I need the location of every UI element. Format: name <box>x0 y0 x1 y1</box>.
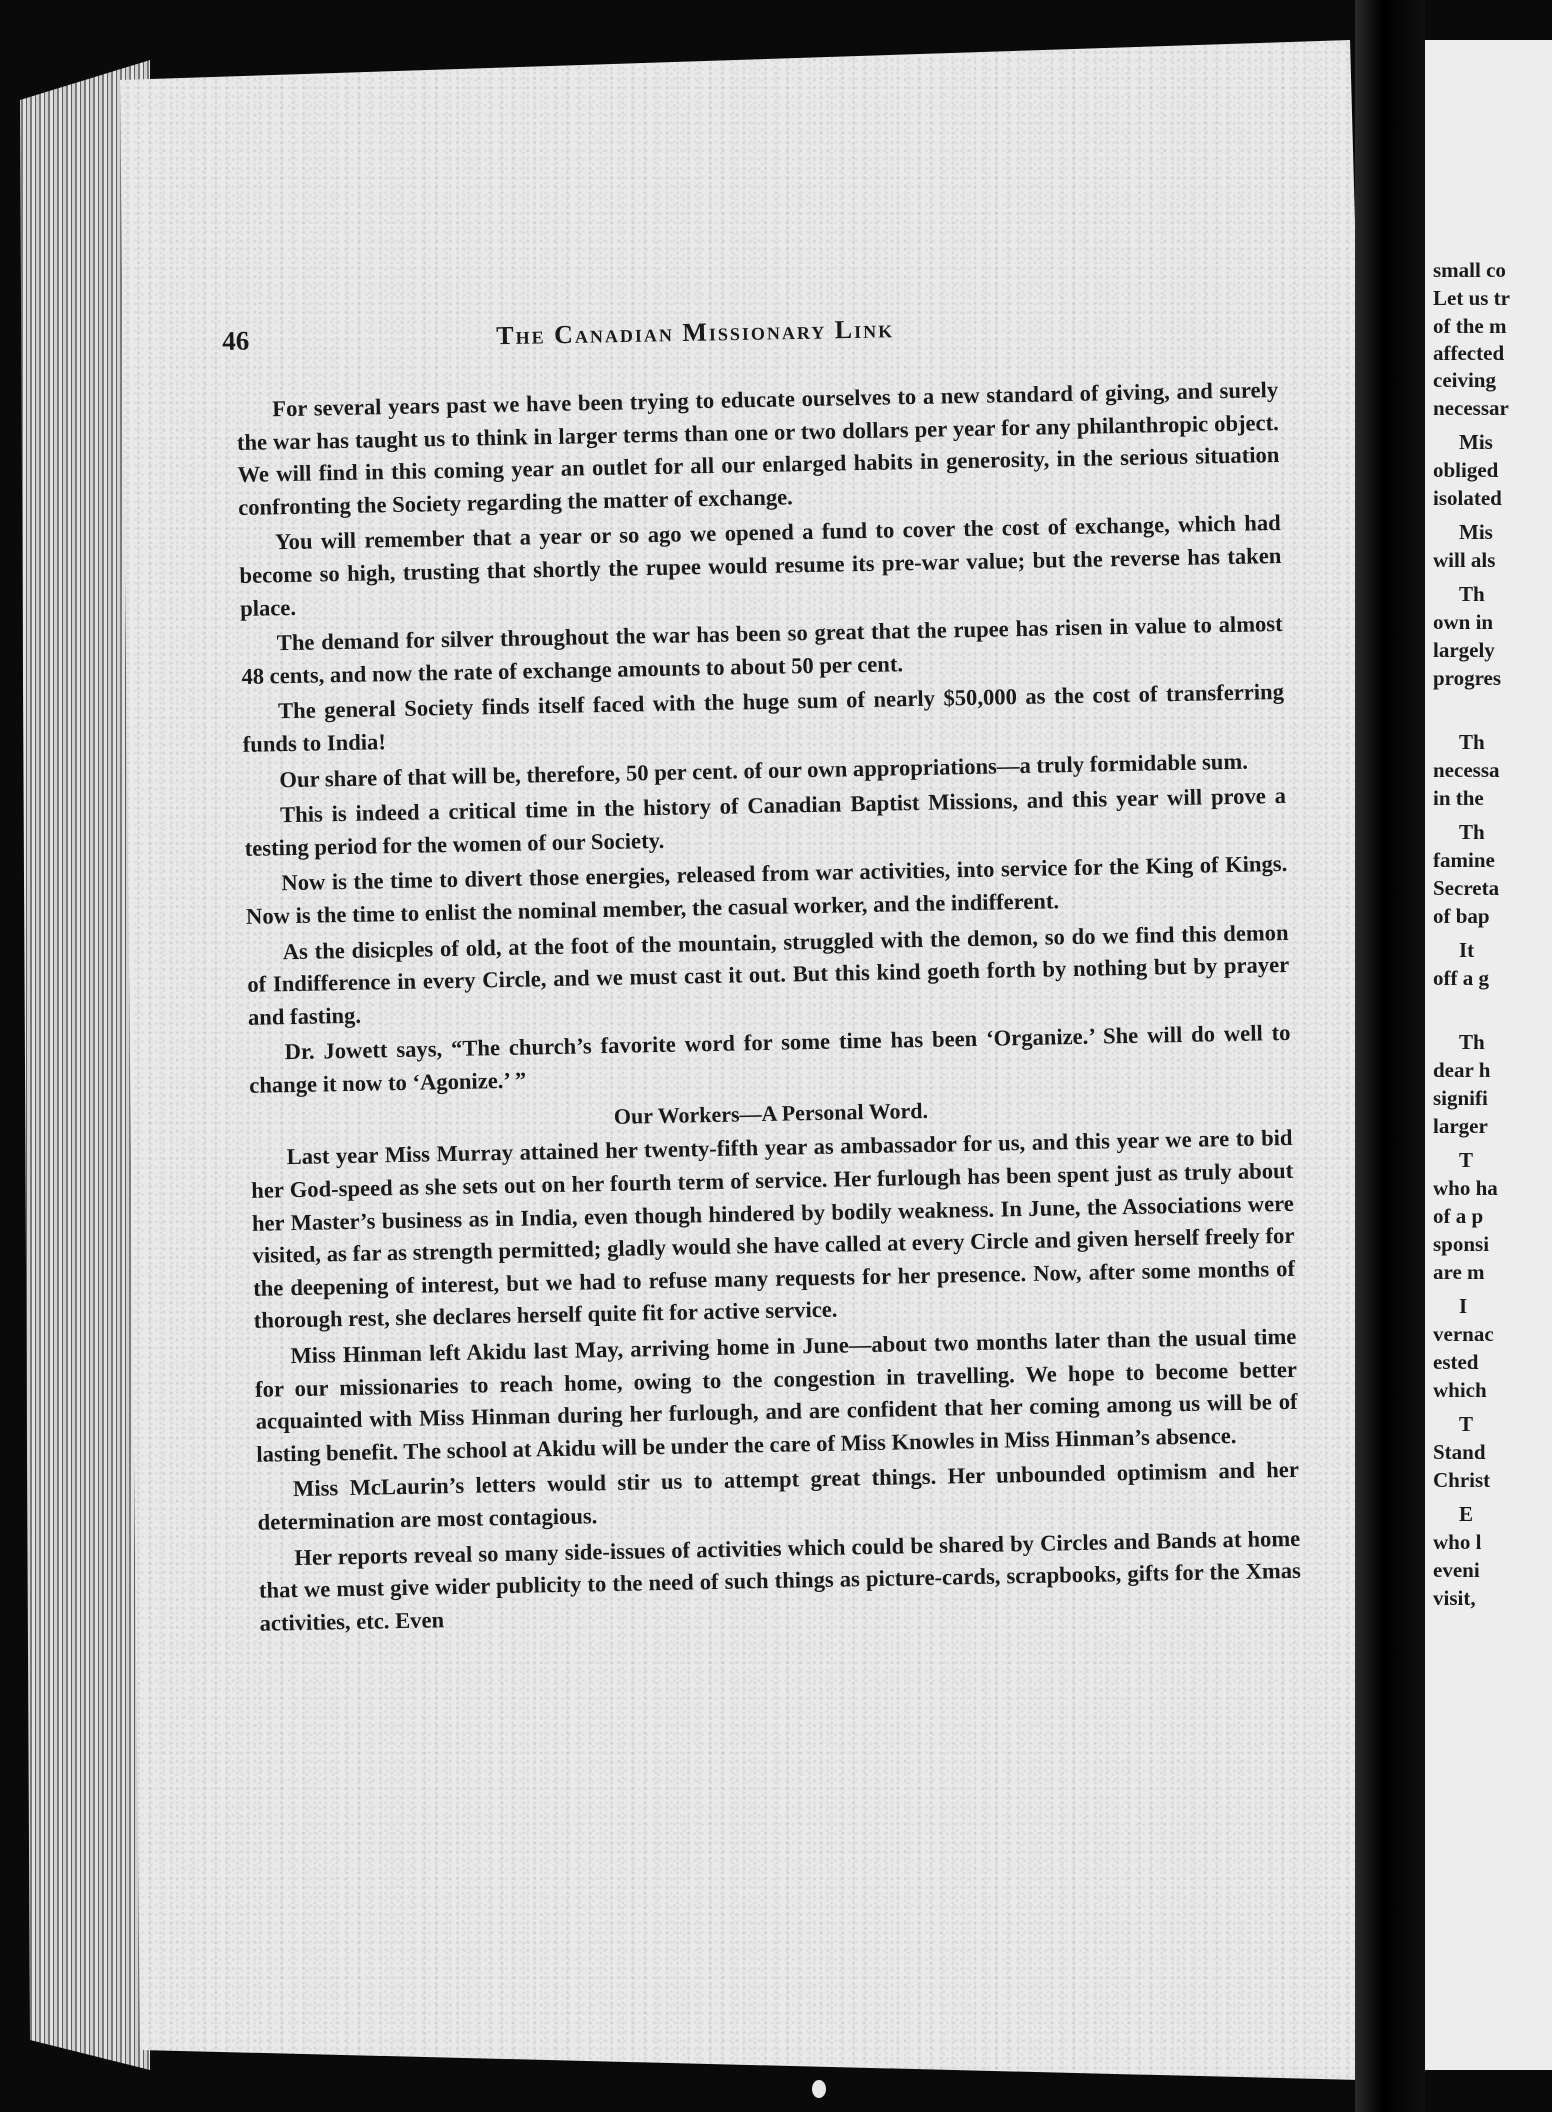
next-page-line: ceiving <box>1433 368 1496 392</box>
paragraph: The general Society finds itself faced with the huge sum of nearly $50,000 as the cost of transferring funds to India! <box>242 679 1285 757</box>
next-page-line: small co <box>1433 258 1506 282</box>
next-page-line: of bap <box>1433 904 1490 928</box>
next-page-line: which <box>1433 1378 1487 1402</box>
next-page-line: who l <box>1433 1530 1482 1554</box>
paragraph: Now is the time to divert those energies, released from war activities, into service for the King of Kings. Now is the time to enlist the nominal member, the casual worker, and the indifferent. <box>245 851 1288 929</box>
next-page-line: eveni <box>1433 1558 1480 1582</box>
next-page-line: Th <box>1459 582 1485 606</box>
paragraph: Miss Hinman left Akidu last May, arriving home in June—about two months later than the usual time for our missionaries to reach home, owing to the congestion in travelling. We hope to become better acquainted with Miss Hinman during her furlough, and are confident that her coming among us will be of lasting benefit. The school at Akidu will be under the care of Miss Knowles in Miss Hinman’s absence. <box>254 1323 1298 1467</box>
page-blemish <box>812 2080 826 2098</box>
next-page-line: are m <box>1433 1260 1485 1284</box>
next-page-line: in the <box>1433 786 1484 810</box>
next-page-line: Secreta <box>1433 876 1500 900</box>
next-page-line: Th <box>1459 1030 1485 1054</box>
paragraph: For several years past we have been trying to educate ourselves to a new standard of giving, and surely the war has taught us to think in larger terms than one or two dollars per year for any philanthropic object. We will find in this coming year an outlet for all our enlarged habits in generosity, in the serious situation confronting the Society regarding the matter of exchange. <box>236 376 1280 520</box>
next-page-line: of the m <box>1433 314 1507 338</box>
next-page-line: E <box>1459 1502 1474 1526</box>
next-page-line: larger <box>1433 1114 1488 1138</box>
paragraph: Our share of that will be, therefore, 50 per cent. of our own appropriations—a truly formidable sum. <box>279 748 1249 792</box>
paragraph: Miss McLaurin’s letters would stir us to attempt great things. Her unbounded optimism and her determination are most contagious. <box>257 1457 1300 1535</box>
next-page-line: largely <box>1433 638 1495 662</box>
next-page-line: off a g <box>1433 966 1489 990</box>
section-heading: Our Workers—A Personal Word. <box>613 1098 929 1130</box>
next-page-line: Stand <box>1433 1440 1486 1464</box>
next-page-line: obliged <box>1433 458 1499 482</box>
paragraph: You will remember that a year or so ago we opened a fund to cover the cost of exchange, which had become so high, trusting that shortly the rupee would resume its pre-war value; but the reverse has taken place. <box>239 510 1282 621</box>
next-page-line: necessa <box>1433 758 1500 782</box>
book-gutter <box>1355 0 1425 2112</box>
next-page-line: of a p <box>1433 1204 1484 1228</box>
next-page-line: own in <box>1433 610 1494 634</box>
next-page-line: Th <box>1459 730 1485 754</box>
next-page-line: ested <box>1433 1350 1479 1374</box>
next-page-line: T <box>1459 1412 1474 1436</box>
paragraph: Dr. Jowett says, “The church’s favorite word for some time has been ‘Organize.’ She will do well to change it now to ‘Agonize.’ ” <box>249 1020 1291 1098</box>
article-body <box>236 374 1302 1643</box>
next-page-line: will als <box>1433 548 1496 572</box>
next-page-line: necessar <box>1433 396 1509 420</box>
next-page-line: Let us tr <box>1433 286 1510 310</box>
running-head: The Canadian Missionary Link <box>495 314 895 351</box>
next-page-line: who ha <box>1433 1176 1498 1200</box>
next-page-line: signifi <box>1433 1086 1488 1110</box>
paragraph: The demand for silver throughout the war has been so great that the rupee has risen in value to almost 48 cents, and now the rate of exchange amounts to about 50 per cent. <box>241 611 1283 689</box>
next-page-line: progres <box>1433 666 1502 690</box>
paragraph: Her reports reveal so many side-issues of activities which could be shared by Circles and Bands at home that we must give wider publicity to the need of such things as picture-cards, scrapbooks, gifts for the Xmas activities, etc. Even <box>258 1525 1302 1636</box>
next-page-line: dear h <box>1433 1058 1491 1082</box>
next-page-line: sponsi <box>1433 1232 1490 1256</box>
next-page-line: It <box>1459 938 1475 962</box>
next-page-strip <box>1425 40 1552 2070</box>
next-page-line: Mis <box>1459 520 1493 544</box>
next-page-line: I <box>1459 1294 1468 1318</box>
paragraph: As the disicples of old, at the foot of the mountain, struggled with the demon, so do we find this demon of Indifference in every Circle, and we must cast it out. But this kind goeth forth by nothing but by prayer and fasting. <box>247 919 1290 1030</box>
next-page-line: visit, <box>1433 1586 1476 1610</box>
paragraph: This is indeed a critical time in the history of Canadian Baptist Missions, and this year will prove a testing period for the women of our Society. <box>244 783 1287 861</box>
next-page-line: isolated <box>1433 486 1502 510</box>
paragraph: Last year Miss Murray attained her twenty-fifth year as ambassador for us, and this year we are to bid her God-speed as she sets out on her fourth term of service. Her furlough has been spent just as truly about her Master’s business as in India, even though hindered by bodily weakness. In June, the Associations were visited, as far as strength permitted; gladly would she have called at every Circle and given herself freely for the deepening of interest, but we had to refuse many requests for her presence. Now, after some months of thorough rest, she declares herself quite fit for active service. <box>251 1125 1296 1334</box>
next-page-line: T <box>1459 1148 1474 1172</box>
next-page-line: Christ <box>1433 1468 1491 1492</box>
page-number: 46 <box>222 325 250 356</box>
next-page-line: Th <box>1459 820 1485 844</box>
next-page-line: affected <box>1433 341 1505 365</box>
next-page-line: famine <box>1433 848 1495 872</box>
next-page-line: Mis <box>1459 430 1493 454</box>
next-page-line: vernac <box>1433 1322 1494 1346</box>
